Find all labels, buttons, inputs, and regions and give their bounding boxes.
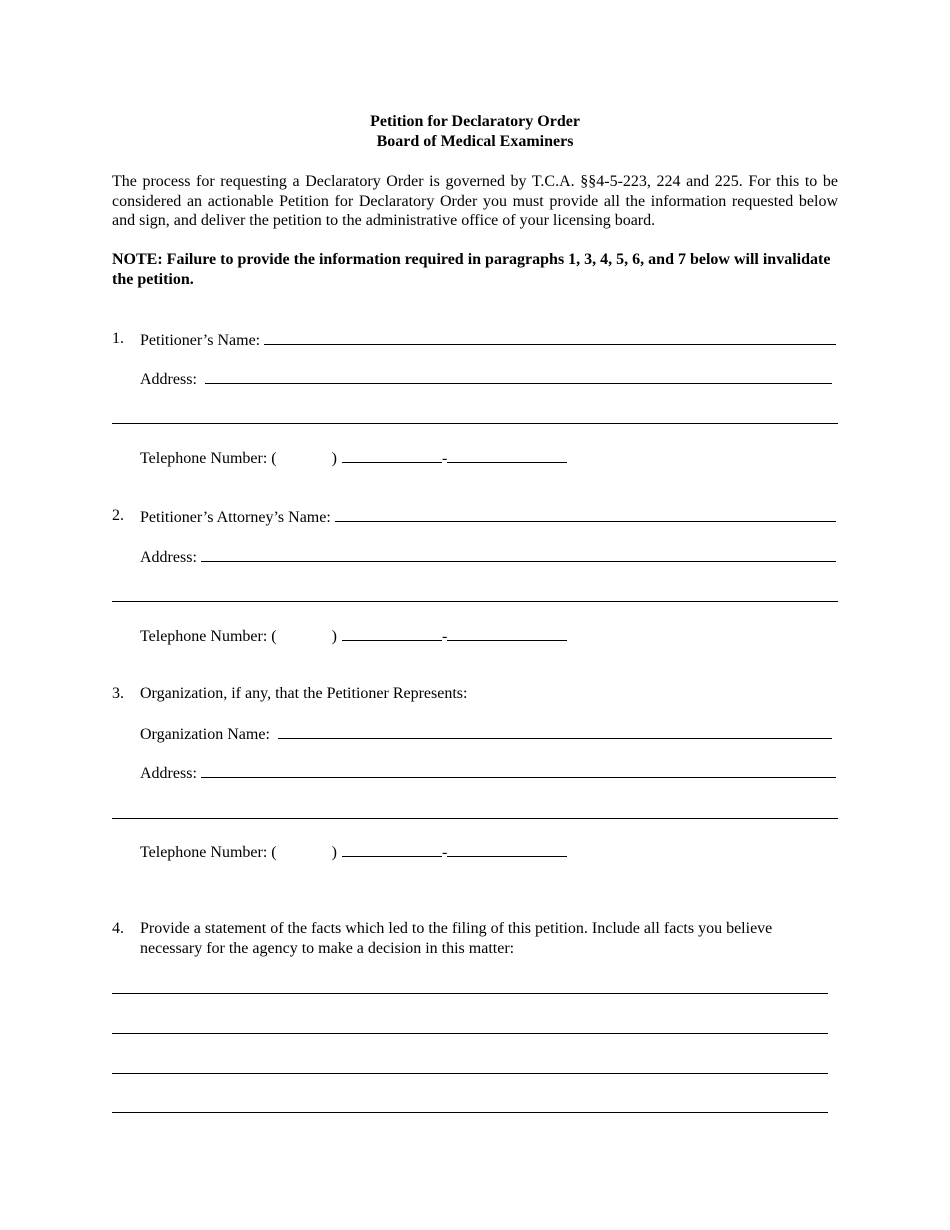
phone-suffix-line[interactable]	[447, 841, 567, 857]
organization-name-line[interactable]	[278, 723, 832, 739]
phone-dash: -	[441, 450, 448, 467]
attorney-name-field[interactable]	[140, 506, 836, 528]
facts-line[interactable]	[112, 1112, 828, 1113]
phone-label: Telephone Number: (	[140, 844, 277, 861]
attorney-name-label: Petitioner’s Attorney’s Name:	[140, 509, 331, 526]
phone-close-paren: )	[331, 844, 337, 861]
phone-prefix-line[interactable]	[342, 625, 442, 641]
attorney-address-label: Address:	[140, 549, 197, 566]
petitioner-name-field[interactable]	[140, 329, 836, 351]
attorney-address-line-2[interactable]	[112, 601, 838, 602]
facts-instruction-line-2: necessary for the agency to make a decision in this matter:	[140, 940, 515, 957]
item-2-number: 2.	[112, 507, 124, 524]
facts-line[interactable]	[112, 993, 828, 994]
organization-name-label: Organization Name:	[140, 726, 270, 743]
organization-address-label: Address:	[140, 765, 197, 782]
facts-line[interactable]	[112, 1073, 828, 1074]
page-title: Petition for Declaratory Order	[370, 113, 580, 130]
petitioner-address-line[interactable]	[205, 368, 832, 384]
phone-close-paren: )	[331, 628, 337, 645]
petitioner-name-line[interactable]	[264, 329, 836, 345]
attorney-phone-field[interactable]	[140, 625, 567, 647]
attorney-name-line[interactable]	[335, 506, 836, 522]
item-4-number: 4.	[112, 920, 124, 937]
page-subtitle: Board of Medical Examiners	[376, 133, 574, 150]
facts-instruction-line-1: Provide a statement of the facts which led to the filing of this petition. Include all facts you believe	[140, 920, 773, 937]
petitioner-phone-field[interactable]	[140, 447, 567, 469]
petitioner-name-label: Petitioner’s Name:	[140, 332, 261, 349]
organization-name-field[interactable]	[140, 723, 832, 745]
item-3-number: 3.	[112, 685, 124, 702]
phone-label: Telephone Number: (	[140, 628, 277, 645]
note-paragraph: NOTE: Failure to provide the information required in paragraphs 1, 3, 4, 5, 6, and 7 below will invalidate the petition.	[112, 251, 831, 288]
organization-address-line-2[interactable]	[112, 818, 838, 819]
petitioner-address-line-2[interactable]	[112, 423, 838, 424]
attorney-address-field[interactable]	[140, 546, 836, 568]
item-1-number: 1.	[112, 330, 124, 347]
phone-prefix-line[interactable]	[342, 447, 442, 463]
phone-prefix-line[interactable]	[342, 841, 442, 857]
phone-dash: -	[441, 628, 448, 645]
intro-paragraph: The process for requesting a Declaratory Order is governed by T.C.A. §§4-5-223, 224 and 225. For this to be considered an actionable Petition for Declaratory Order you must provide all the information requested below and sign, and deliver the petition to the administrative office of your licensing board.	[112, 173, 838, 229]
organization-address-line[interactable]	[201, 762, 836, 778]
facts-line[interactable]	[112, 1033, 828, 1034]
organization-heading: Organization, if any, that the Petitioner Represents:	[140, 685, 468, 702]
organization-phone-field[interactable]	[140, 841, 567, 863]
attorney-address-line[interactable]	[201, 546, 836, 562]
phone-close-paren: )	[331, 450, 337, 467]
petitioner-address-label: Address:	[140, 371, 197, 388]
phone-suffix-line[interactable]	[447, 447, 567, 463]
petitioner-address-field[interactable]	[140, 368, 832, 390]
phone-label: Telephone Number: (	[140, 450, 277, 467]
phone-suffix-line[interactable]	[447, 625, 567, 641]
organization-address-field[interactable]	[140, 762, 836, 784]
phone-dash: -	[441, 844, 448, 861]
